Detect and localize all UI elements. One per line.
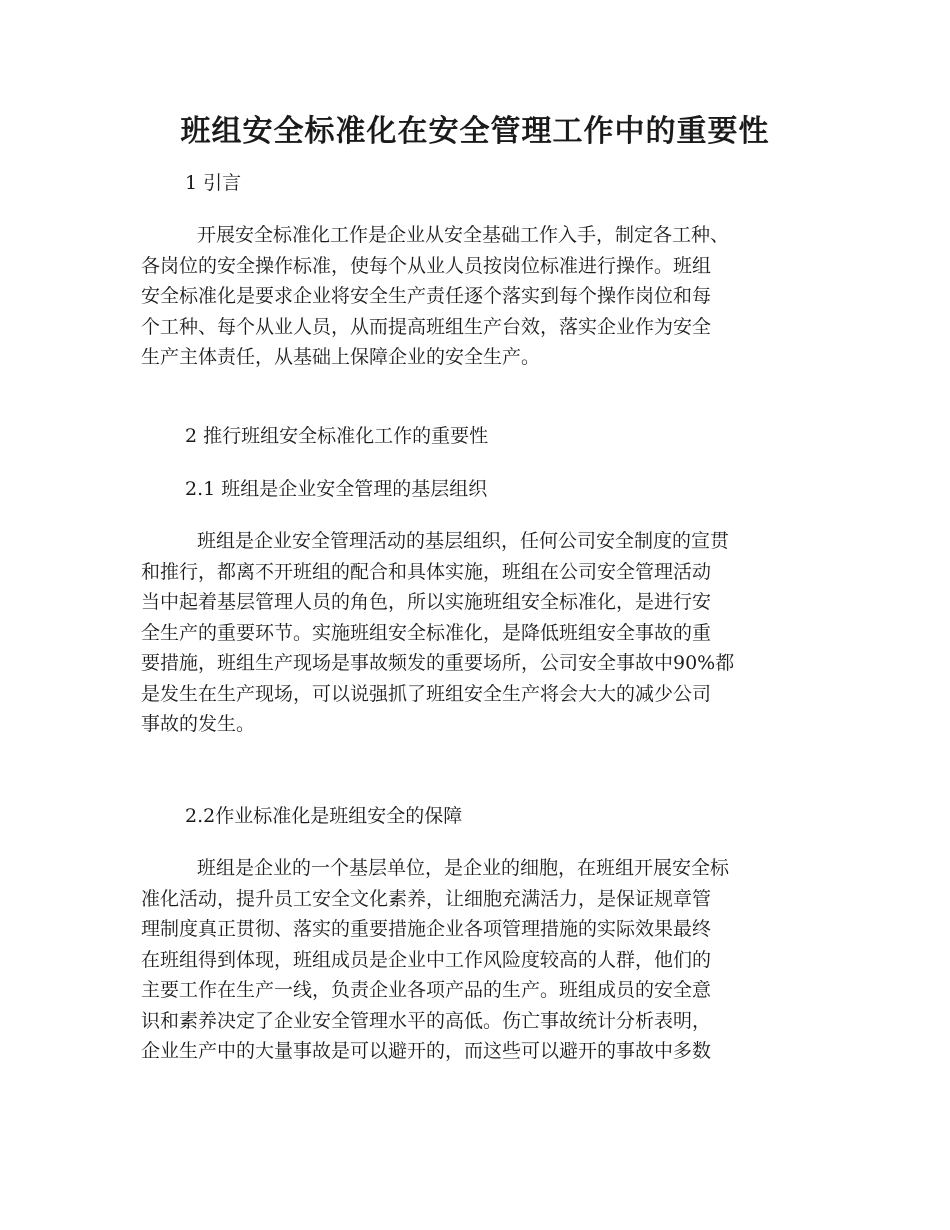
section-heading-introduction: 1 引言 (185, 172, 242, 194)
paragraph-line: 开展安全标准化工作是企业从安全基础工作入手，制定各工种、 (197, 224, 730, 246)
paragraph-introduction (141, 220, 809, 373)
paragraph-line: 全生产的重要环节。实施班组安全标准化，是降低班组安全事故的重 (141, 621, 712, 644)
subsection-heading-2-1: 2.1 班组是企业安全管理的基层组织 (185, 478, 488, 500)
paragraph-line: 准化活动，提升员工安全文化素养，让细胞充满活力，是保证规章管 (141, 887, 712, 910)
paragraph-line: 是发生在生产现场，可以说强抓了班组安全生产将会大大的减少公司 (141, 682, 712, 705)
paragraph-line: 识和素养决定了企业安全管理水平的高低。伤亡事故统计分析表明， (141, 1009, 712, 1032)
paragraph-line: 主要工作在生产一线，负责企业各项产品的生产。班组成员的安全意 (141, 979, 712, 1001)
paragraph-line: 当中起着基层管理人员的角色，所以实施班组安全标准化，是进行安 (141, 591, 712, 613)
paragraph-line: 班组是企业安全管理活动的基层组织，任何公司安全制度的宣贯 (197, 530, 730, 552)
paragraph-section-2-1 (141, 526, 809, 740)
paragraph-line: 和推行，都离不开班组的配合和具体实施，班组在公司安全管理活动 (141, 560, 712, 583)
paragraph-line: 要措施，班组生产现场是事故频发的重要场所，公司安全事故中90%都 (141, 652, 735, 674)
paragraph-line: 班组是企业的一个基层单位，是企业的细胞，在班组开展安全标 (197, 857, 730, 879)
paragraph-line: 安全标准化是要求企业将安全生产责任逐个落实到每个操作岗位和每 (141, 285, 712, 307)
paragraph-line: 事故的发生。 (141, 713, 256, 735)
section-heading-importance: 2 推行班组安全标准化工作的重要性 (185, 425, 489, 447)
paragraph-line: 生产主体责任，从基础上保障企业的安全生产。 (141, 346, 541, 368)
paragraph-line: 企业生产中的大量事故是可以避开的，而这些可以避开的事故中多数 (141, 1040, 712, 1062)
paragraph-line: 在班组得到体现，班组成员是企业中工作风险度较高的人群，他们的 (141, 948, 712, 971)
paragraph-section-2-2 (141, 853, 809, 1067)
paragraph-line: 理制度真正贯彻、落实的重要措施企业各项管理措施的实际效果最终 (141, 918, 712, 940)
paragraph-line: 个工种、每个从业人员，从而提高班组生产台效，落实企业作为安全 (141, 315, 712, 338)
subsection-heading-2-2: 2.2作业标准化是班组安全的保障 (185, 805, 463, 827)
document-title: 班组安全标准化在安全管理工作中的重要性 (180, 114, 770, 149)
paragraph-line: 各岗位的安全操作标准，使每个从业人员按岗位标准进行操作。班组 (141, 254, 712, 277)
